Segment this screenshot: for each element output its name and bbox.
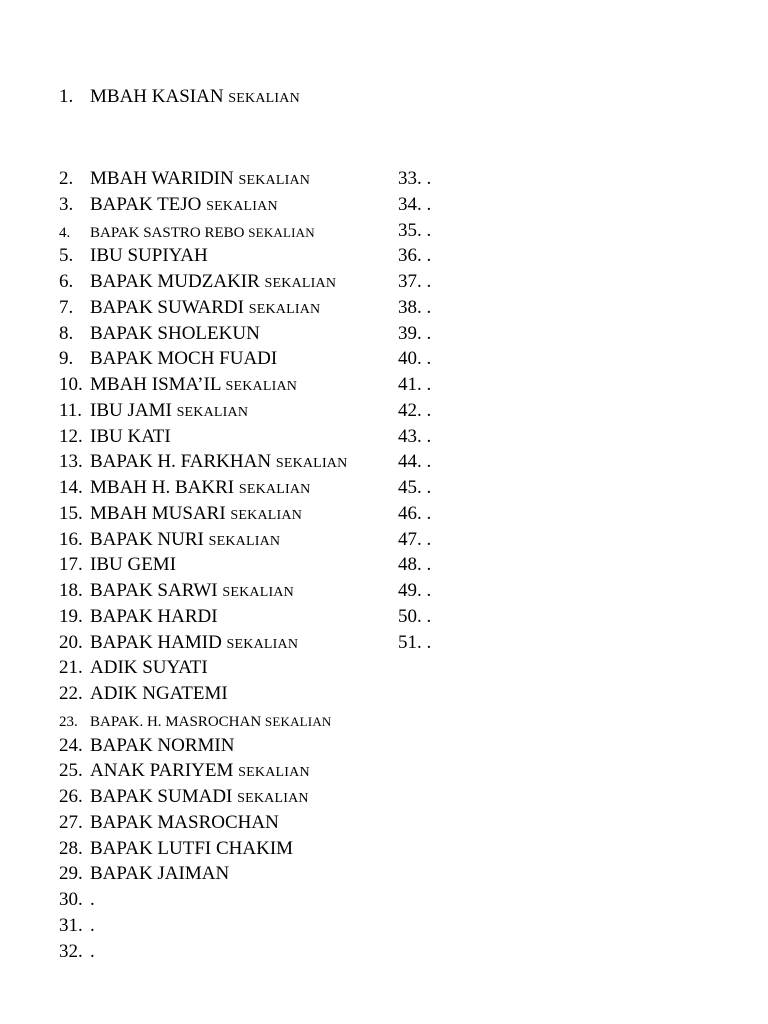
list-item-name: BAPAK. H. MASROCHAN	[90, 713, 265, 730]
list-item	[59, 915, 95, 937]
list-item-name: .	[421, 374, 432, 395]
list-item-number: 49.	[398, 580, 422, 601]
list-item-name: .	[421, 245, 432, 267]
list-item	[59, 400, 248, 424]
list-item-suffix: SEKALIAN	[230, 507, 303, 523]
list-item-name: .	[421, 193, 432, 215]
list-item-name: BAPAK HAMID	[90, 631, 227, 653]
list-item-number: 7.	[59, 296, 74, 318]
list-item-number: 50.	[398, 605, 422, 627]
list-item-number: 44.	[398, 451, 422, 473]
list-item-number: 25.	[59, 760, 83, 782]
list-item-name: ANAK PARIYEM	[90, 760, 239, 782]
list-item	[398, 426, 431, 448]
list-item-name: BAPAK NORMIN	[90, 734, 235, 756]
list-item	[398, 580, 431, 602]
list-item-suffix: SEKALIAN	[264, 713, 332, 729]
list-item-suffix: SEKALIAN	[238, 173, 311, 188]
list-item-number: 14.	[59, 477, 83, 498]
list-item-number: 40.	[398, 348, 422, 370]
list-item-name: BAPAK HARDI	[90, 605, 218, 627]
list-item-name: BAPAK NURI	[90, 528, 209, 550]
list-item-name: .	[421, 425, 432, 447]
list-item-name: .	[421, 219, 432, 241]
list-item-number: 32.	[59, 940, 83, 962]
list-item-name: BAPAK SHOLEKUN	[90, 322, 260, 344]
list-item	[398, 374, 431, 396]
list-item-name: IBU JAMI	[90, 399, 177, 421]
list-item	[398, 168, 431, 190]
list-item-number: 8.	[59, 322, 74, 344]
list-item-number: 3.	[59, 193, 74, 215]
list-item	[398, 271, 431, 293]
list-item	[59, 786, 309, 810]
list-item-name: .	[421, 399, 432, 421]
list-item-number: 27.	[59, 811, 83, 833]
list-item	[398, 220, 431, 242]
list-item-name: .	[421, 451, 432, 473]
list-item-suffix: SEKALIAN	[225, 379, 298, 394]
list-item-name: ADIK NGATEMI	[90, 683, 228, 704]
list-item-number: 31.	[59, 914, 83, 936]
list-item	[59, 168, 310, 192]
list-item-number: 51.	[398, 631, 422, 653]
list-item-name: BAPAK MUDZAKIR	[90, 271, 265, 292]
list-item-name: BAPAK H. FARKHAN	[90, 451, 276, 473]
list-item-number: 30.	[59, 889, 83, 910]
list-item	[59, 348, 277, 370]
list-item-number: 17.	[59, 554, 83, 576]
list-item-name: BAPAK SARWI	[90, 580, 223, 601]
list-item-number: 20.	[59, 631, 83, 653]
list-item-suffix: SEKALIAN	[275, 456, 348, 472]
list-item-name: .	[421, 322, 432, 344]
list-item	[59, 554, 176, 576]
list-item	[59, 374, 297, 398]
list-item-name: MBAH H. BAKRI	[90, 477, 239, 498]
list-item-number: 11.	[59, 399, 83, 421]
list-item	[398, 632, 431, 654]
list-item-name: BAPAK LUTFI CHAKIM	[90, 837, 294, 859]
list-item-name: .	[421, 631, 432, 653]
list-item-suffix: SEKALIAN	[238, 482, 311, 497]
list-item-number: 24.	[59, 734, 83, 756]
list-item-name: BAPAK TEJO	[90, 193, 207, 215]
list-item-number: 2.	[59, 168, 74, 189]
list-item-name: .	[90, 940, 95, 962]
list-item-suffix: SEKALIAN	[237, 791, 309, 806]
list-item	[398, 297, 431, 319]
list-item-number: 28.	[59, 837, 83, 859]
list-item-number: 18.	[59, 580, 83, 601]
list-item	[398, 554, 431, 576]
list-item-number: 33.	[398, 168, 422, 189]
list-item	[398, 503, 431, 525]
list-item-name: BAPAK SUWARDI	[90, 296, 249, 318]
list-item-name: .	[421, 296, 432, 318]
list-item-name: .	[90, 914, 95, 936]
list-item-number: 47.	[398, 528, 422, 550]
list-item	[398, 606, 431, 628]
list-item	[59, 889, 95, 911]
list-item	[398, 400, 431, 422]
list-item-number: 41.	[398, 374, 422, 395]
list-item-number: 43.	[398, 425, 422, 447]
list-item	[59, 735, 234, 757]
list-item	[59, 222, 315, 244]
list-item-suffix: SEKALIAN	[208, 533, 281, 549]
list-item-number: 1.	[59, 86, 74, 107]
list-item-name: .	[421, 554, 432, 576]
list-item-name: BAPAK MOCH FUADI	[90, 348, 278, 370]
list-item-number: 10.	[59, 374, 83, 395]
list-item	[59, 297, 320, 321]
list-item	[59, 86, 300, 110]
list-item-number: 9.	[59, 348, 74, 370]
list-item-name: BAPAK SUMADI	[90, 786, 238, 807]
list-item-number: 39.	[398, 322, 422, 344]
list-item-suffix: SEKALIAN	[264, 276, 337, 291]
list-item	[59, 632, 298, 656]
list-item	[59, 657, 208, 679]
list-item-number: 4.	[59, 224, 71, 241]
list-item-name: .	[421, 348, 432, 370]
list-item-number: 13.	[59, 451, 83, 473]
list-item	[59, 863, 229, 885]
list-item	[59, 426, 171, 448]
list-item-number: 26.	[59, 786, 83, 807]
list-item-name: ADIK SUYATI	[90, 657, 208, 679]
list-item-number: 12.	[59, 425, 83, 447]
list-item	[59, 451, 347, 475]
list-item	[398, 323, 431, 345]
list-item-name: IBU SUPIYAH	[90, 245, 208, 267]
list-item	[398, 194, 431, 216]
list-item-suffix: SEKALIAN	[228, 91, 300, 106]
list-item-suffix: SEKALIAN	[248, 224, 315, 240]
list-item	[59, 477, 310, 501]
list-item	[59, 323, 260, 345]
list-item-number: 36.	[398, 245, 422, 267]
list-item-name: MBAH KASIAN	[90, 86, 229, 107]
list-item-name: .	[421, 580, 432, 601]
list-item-name: IBU KATI	[90, 425, 171, 447]
list-item-number: 45.	[398, 477, 422, 498]
list-item-number: 35.	[398, 219, 422, 241]
list-item-suffix: SEKALIAN	[248, 301, 321, 317]
list-item	[59, 683, 228, 705]
list-item-number: 6.	[59, 271, 74, 292]
list-item-number: 38.	[398, 296, 422, 318]
list-item	[59, 760, 310, 784]
list-item-name: .	[421, 502, 432, 524]
list-item	[59, 838, 293, 860]
list-item-name: .	[421, 605, 432, 627]
list-item-name: MBAH ISMA’IL	[90, 374, 226, 395]
list-item	[59, 711, 332, 733]
list-item	[398, 451, 431, 473]
list-item	[398, 348, 431, 370]
list-item-name: MBAH MUSARI	[90, 502, 231, 524]
list-item-suffix: SEKALIAN	[176, 404, 249, 420]
list-item-number: 19.	[59, 605, 83, 627]
list-item-name: IBU GEMI	[90, 554, 177, 576]
list-item	[398, 245, 431, 267]
list-item-number: 22.	[59, 683, 83, 704]
list-item-suffix: SEKALIAN	[226, 636, 299, 652]
list-item	[59, 245, 208, 267]
list-item-suffix: SEKALIAN	[238, 765, 310, 781]
list-item-suffix: SEKALIAN	[222, 585, 294, 600]
list-item-name: .	[421, 528, 432, 550]
list-item-number: 46.	[398, 502, 422, 524]
list-item	[398, 477, 431, 499]
list-item-number: 15.	[59, 502, 83, 524]
list-item-name: BAPAK SASTRO REBO	[90, 224, 249, 241]
list-item-name: BAPAK JAIMAN	[90, 863, 230, 885]
list-item-number: 48.	[398, 554, 422, 576]
list-item-number: 37.	[398, 271, 422, 292]
list-item-name: BAPAK MASROCHAN	[90, 811, 279, 833]
list-item-name: .	[421, 168, 432, 189]
list-item	[59, 812, 279, 834]
list-item-number: 29.	[59, 863, 83, 885]
list-item-number: 21.	[59, 657, 83, 679]
list-item-number: 16.	[59, 528, 83, 550]
list-item-name: .	[90, 889, 95, 910]
list-item	[59, 941, 95, 963]
list-item-name: .	[421, 477, 432, 498]
list-item-number: 5.	[59, 245, 74, 267]
list-item	[59, 194, 278, 218]
list-item-name: MBAH WARIDIN	[90, 168, 239, 189]
list-item-number: 23.	[59, 713, 78, 730]
list-item	[59, 503, 302, 527]
list-item	[59, 606, 218, 628]
list-item	[398, 529, 431, 551]
list-item-suffix: SEKALIAN	[206, 198, 278, 214]
list-item-name: .	[421, 271, 432, 292]
list-item	[59, 529, 280, 553]
list-item	[59, 271, 336, 295]
list-item-number: 42.	[398, 399, 422, 421]
list-item	[59, 580, 294, 604]
list-item-number: 34.	[398, 193, 422, 215]
